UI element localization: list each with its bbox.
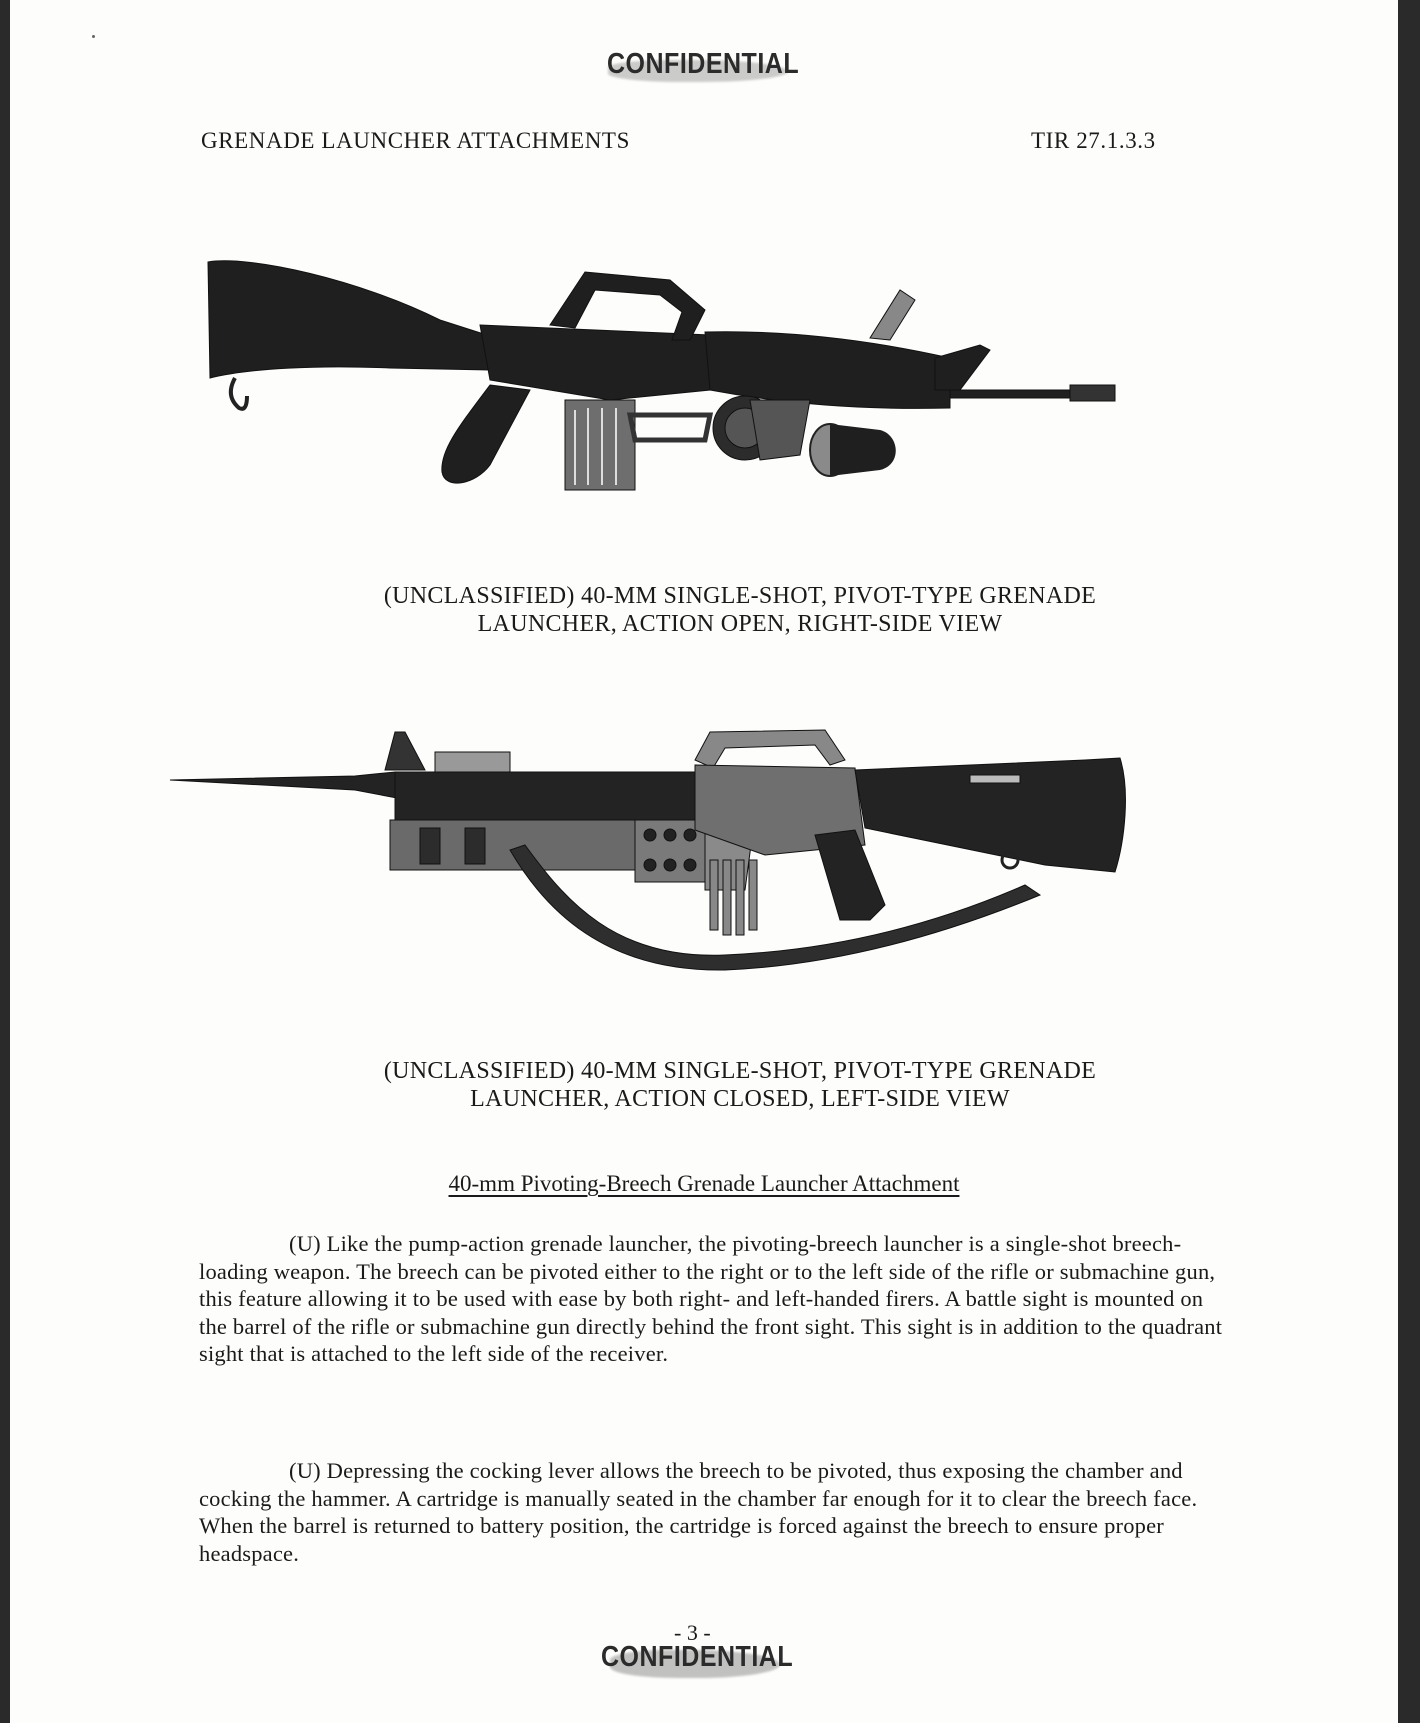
paragraph-2 <box>199 1457 1234 1567</box>
classification-stamp-top: CONFIDENTIAL <box>607 47 800 81</box>
figure-1-caption-line1: (UNCLASSIFIED) 40-MM SINGLE-SHOT, PIVOT-TYPE GRENADE <box>383 583 1097 609</box>
figure-2-caption-line1: (UNCLASSIFIED) 40-MM SINGLE-SHOT, PIVOT-TYPE GRENADE <box>383 1058 1097 1084</box>
classification-stamp-bottom: CONFIDENTIAL <box>601 1640 794 1674</box>
figure-1-caption <box>190 582 1290 638</box>
section-title-text: 40-mm Pivoting-Breech Grenade Launcher Attachment <box>448 1171 960 1196</box>
speck <box>92 35 95 38</box>
figure-2-caption-line2: LAUNCHER, ACTION CLOSED, LEFT-SIDE VIEW <box>470 1086 1010 1112</box>
report-number: TIR 27.1.3.3 <box>1031 128 1156 153</box>
document-title: GRENADE LAUNCHER ATTACHMENTS <box>201 128 630 153</box>
figure-1-caption-line2: LAUNCHER, ACTION OPEN, RIGHT-SIDE VIEW <box>477 611 1003 637</box>
paragraph-1 <box>199 1230 1234 1368</box>
page-number: - 3 - <box>674 1620 711 1645</box>
photo-launcher-action-open <box>190 240 1170 540</box>
figure-2-caption <box>190 1057 1290 1113</box>
paragraph-2-text: (U) Depressing the cocking lever allows the breech to be pivoted, thus exposing the chamber and cocking the hammer. A cartridge is manually seated in the chamber far enough for it to clear the breech face. When the barrel is returned to battery position, the cartridge is forced against the breech to ensure proper headspace. <box>199 1458 1198 1566</box>
document-page <box>10 0 1398 1723</box>
paragraph-1-text: (U) Like the pump-action grenade launcher, the pivoting-breech launcher is a single-shot breech-loading weapon. The breech can be pivoted either to the right or to the left side of the rifle or submachine gun, this feature allowing it to be used with ease by both right- and left-handed firers. A battle sight is mounted on the barrel of the rifle or submachine gun directly behind the front sight. This sight is in addition to the quadrant sight that is attached to the left side of the receiver. <box>199 1231 1223 1366</box>
photo-launcher-action-closed <box>165 720 1195 1020</box>
section-title <box>10 1171 1398 1197</box>
